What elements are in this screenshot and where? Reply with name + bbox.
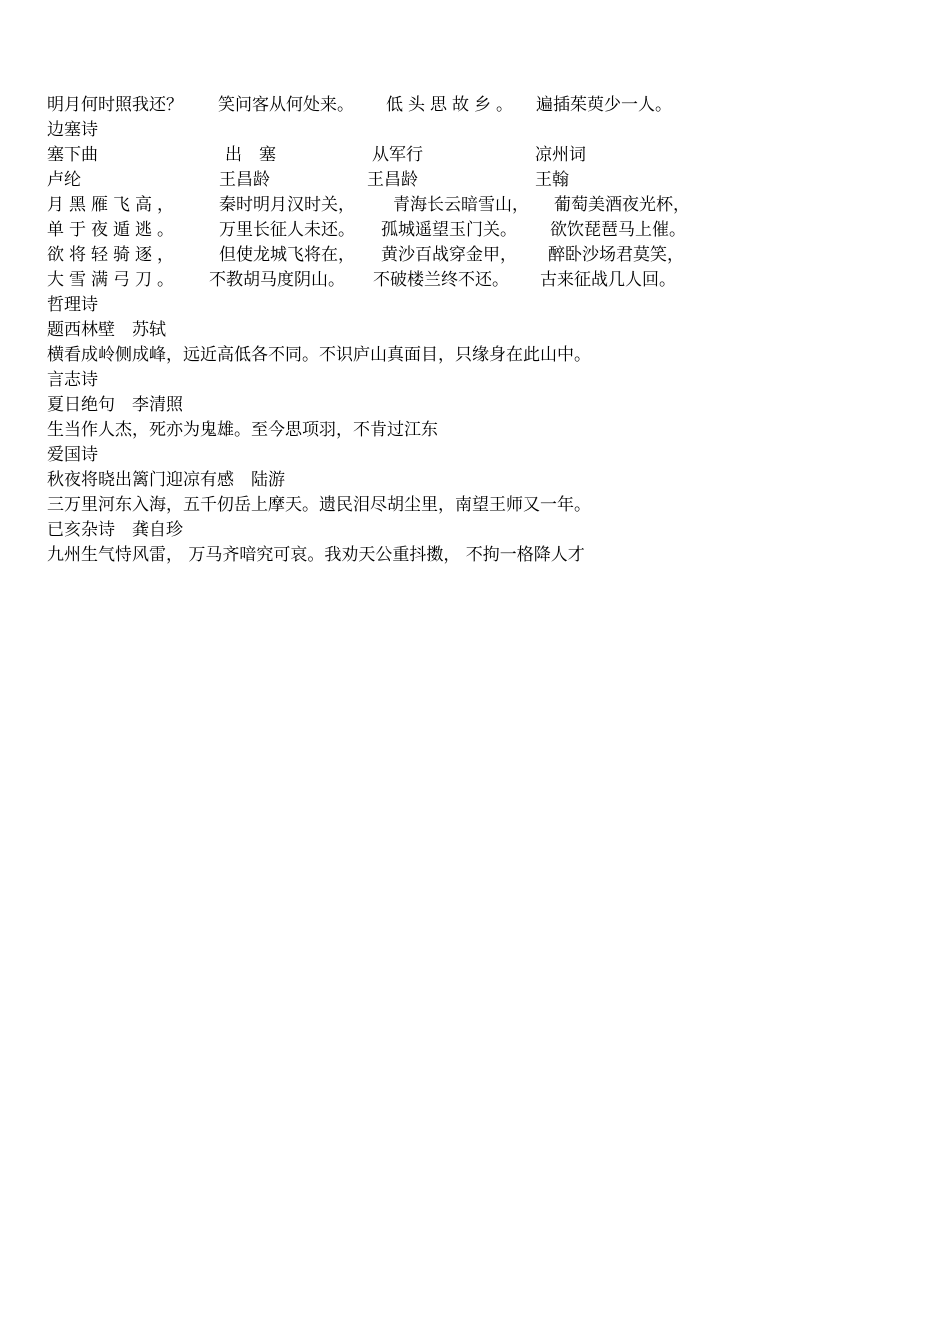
poem-line: 醉卧沙场君莫笑， (548, 245, 684, 265)
section-heading: 边塞诗 (47, 120, 98, 140)
poem-text: 生当作人杰，死亦为鬼雄。至今思项羽，不肯过江东 (47, 420, 438, 440)
poem-title: 从军行 (372, 145, 423, 165)
section-heading: 言志诗 (47, 370, 98, 390)
section-heading: 爱国诗 (47, 445, 98, 465)
poem-author: 王昌龄 (219, 170, 270, 190)
poem-author: 王翰 (535, 170, 569, 190)
poem-line: 葡萄美酒夜光杯， (554, 195, 690, 215)
poem-title: 塞下曲 (47, 145, 98, 165)
poem-title-author: 夏日绝句 李清照 (47, 395, 183, 415)
poem-line: 青海长云暗雪山， (393, 195, 529, 215)
section-heading: 哲理诗 (47, 295, 98, 315)
poem-line: 月黑雁飞高， (47, 195, 179, 215)
poem-text: 九州生气恃风雷， 万马齐喑究可哀。我劝天公重抖擞， 不拘一格降人才 (47, 545, 585, 565)
poem-line: 黄沙百战穿金甲， (381, 245, 517, 265)
poem-title-author: 秋夜将晓出篱门迎凉有感 陆游 (47, 470, 285, 490)
poem-line: 但使龙城飞将在， (219, 245, 355, 265)
poem-title-author: 题西林壁 苏轼 (47, 320, 166, 340)
poem-line: 秦时明月汉时关， (219, 195, 355, 215)
poem-line: 古来征战几人回。 (540, 270, 676, 290)
poem-author: 王昌龄 (367, 170, 418, 190)
poem-title: 出 塞 (225, 145, 276, 165)
poem-title-author: 已亥杂诗 龚自珍 (47, 520, 183, 540)
poem-line: 单于夜遁逃。 (47, 220, 179, 240)
poem-line: 遍插茱萸少一人。 (536, 95, 672, 115)
poem-line: 万里长征人未还。 (219, 220, 355, 240)
poem-text: 三万里河东入海，五千仞岳上摩天。遗民泪尽胡尘里，南望王师又一年。 (47, 495, 591, 515)
poem-line: 笑问客从何处来。 (218, 95, 354, 115)
poem-title: 凉州词 (535, 145, 586, 165)
poem-line: 欲将轻骑逐， (47, 245, 179, 265)
poem-line: 低头思故乡。 (386, 95, 518, 115)
poem-line: 欲饮琵琶马上催。 (550, 220, 686, 240)
poem-line: 大雪满弓刀。 (47, 270, 179, 290)
poem-line: 不破楼兰终不还。 (373, 270, 509, 290)
poem-line: 明月何时照我还？ (47, 95, 183, 115)
poem-line: 不教胡马度阴山。 (209, 270, 345, 290)
poem-text: 横看成岭侧成峰，远近高低各不同。不识庐山真面目，只缘身在此山中。 (47, 345, 591, 365)
poem-author: 卢纶 (47, 170, 81, 190)
poem-line: 孤城遥望玉门关。 (381, 220, 517, 240)
